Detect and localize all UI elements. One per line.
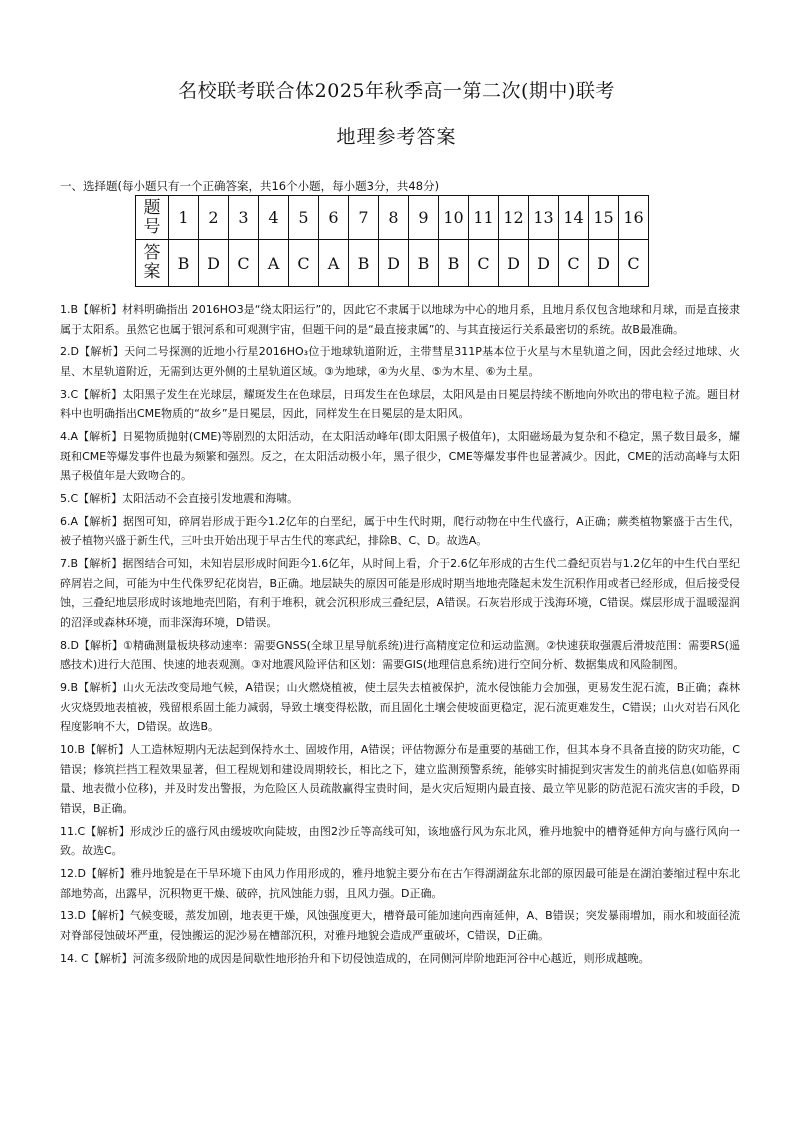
- question-number: 9: [409, 196, 439, 240]
- question-number-row: [136, 196, 649, 240]
- explanation-item: 7.B【解析】据图结合可知，未知岩层形成时间距今1.6亿年，从时间上看，介于2.6亿年形成的古生代二叠纪页岩与1.2亿年的中生代白垩纪碎屑岩之间，可能为中生代侏罗纪花岗岩，B正确。地层缺失的原因可能是形成时期当地地壳隆起未发生沉积作用或者已经形成，但后接受侵蚀，三叠纪地层形成时该地地壳凹陷，有利于堆积，就会沉积形成三叠纪层，A错误。石灰岩形成于浅海环境，C错误。煤层形成于温暖湿润的沼泽或森林环境，而非深海环境，D错误。: [60, 557, 740, 630]
- explanation-item: 13.D【解析】气候变暖，蒸发加剧，地表更干燥，风蚀强度更大，槽脊最可能加速向西南延伸，A、B错误；突发暴雨增加，雨水和坡面径流对脊部侵蚀破坏严重，侵蚀搬运的泥沙易在槽部沉积，对雅丹地貌会造成严重破坏，C错误，D正确。: [60, 909, 740, 943]
- answer-letter: C: [559, 240, 589, 287]
- answer-letter: C: [289, 240, 319, 287]
- question-number: 1: [169, 196, 199, 240]
- answer-letter: B: [439, 240, 469, 287]
- explanation-item: 6.A【解析】据图可知，碎屑岩形成于距今1.2亿年的白垩纪，属于中生代时期，爬行动物在中生代盛行，A正确；蕨类植物繁盛于古生代，被子植物兴盛于新生代，三叶虫开始出现于早古生代的寒武纪，排除B、C、D。故选A。: [60, 514, 740, 548]
- question-number: 16: [619, 196, 649, 240]
- explanation-item: 9.B【解析】山火无法改变局地气候，A错误；山火燃烧植被，使土层失去植被保护，流水侵蚀能力会加强，更易发生泥石流，B正确；森林火灾烧毁地表植被，残留根系固土能力减弱，导致土壤变得松散，而且固化土壤会使坡面更稳定，泥石流更难发生，C错误；山火对岩石风化程度影响不大，D错误。故选B。: [60, 681, 740, 734]
- question-number: 10: [439, 196, 469, 240]
- row-label-question: 题号: [136, 196, 169, 240]
- explanation-item: 14. C【解析】河流多级阶地的成因是间歇性地形抬升和下切侵蚀造成的，在同侧河岸阶地距河谷中心越近，则形成越晚。: [60, 951, 650, 965]
- answer-row: [136, 240, 649, 287]
- question-number: 5: [289, 196, 319, 240]
- answer-letter: D: [529, 240, 559, 287]
- answer-letter: B: [169, 240, 199, 287]
- question-number: 13: [529, 196, 559, 240]
- explanation-item: 8.D【解析】①精确测量板块移动速率：需要GNSS(全球卫星导航系统)进行高精度定位和运动监测。②快速获取强震后滑坡范围：需要RS(遥感技术)进行大范围、快速的地表观测。③对地震风险评估和区划：需要GIS(地理信息系统)进行空间分析、数据集成和风险制图。: [60, 638, 740, 672]
- explanation-item: 11.C【解析】形成沙丘的盛行风由缓坡吹向陡坡，由图2沙丘等高线可知，该地盛行风为东北风，雅丹地貌中的槽脊延伸方向与盛行风向一致。故选C。: [60, 824, 740, 858]
- explanation-item: 2.D【解析】天问二号探测的近地小行星2016HO₃位于地球轨道附近，主带彗星311P基本位于火星与木星轨道之间，因此会经过地球、火星、木星轨道附近，无需到达更外侧的土星轨道区域。③为地球，④为火星、⑤为木星、⑥为土星。: [60, 345, 740, 378]
- explanation-item: 10.B【解析】人工造林短期内无法起到保持水土、固坡作用，A错误；评估物源分布是重要的基础工作，但其本身不具备直接的防灾功能，C错误；修筑拦挡工程效果显著，但工程规划和建设周期较长，相比之下，建立监测预警系统，能够实时捕捉到灾害发生的前兆信息(如临界雨量、地表微小位移)，并及时发出警报，为危险区人员疏散赢得宝贵时间，是火灾后短期内最直接、最立竿见影的防范泥石流灾害的手段，D错误，B正确。: [60, 743, 740, 815]
- question-number: 8: [379, 196, 409, 240]
- explanation-item: 4.A【解析】日冕物质抛射(CME)等剧烈的太阳活动，在太阳活动峰年(即太阳黑子极值年)，太阳磁场最为复杂和不稳定，黑子数目最多，耀斑和CME等爆发事件也最为频繁和强烈。反之，在太阳活动极小年，黑子很少，CME等爆发事件也显著减少。因此，CME的活动高峰与太阳黑子极值年是大致吻合的。: [60, 430, 740, 483]
- answer-letter: C: [469, 240, 499, 287]
- explanations-list: [60, 300, 740, 972]
- answer-letter: B: [349, 240, 379, 287]
- explanation-item: 5.C【解析】太阳活动不会直接引发地震和海啸。: [60, 492, 299, 506]
- answer-table: [135, 195, 649, 287]
- question-number: 2: [199, 196, 229, 240]
- question-number: 15: [589, 196, 619, 240]
- row-label-answer: 答案: [136, 240, 169, 287]
- question-number: 4: [259, 196, 289, 240]
- answer-letter: A: [319, 240, 349, 287]
- explanation-item: 3.C【解析】太阳黑子发生在光球层，耀斑发生在色球层，日珥发生在色球层，太阳风是由日冕层持续不断地向外吹出的带电粒子流。题目材料中也明确指出CME物质的“故乡”是日冕层，因此，同样发生在日冕层的是太阳风。: [60, 387, 740, 421]
- question-number: 7: [349, 196, 379, 240]
- answer-letter: B: [409, 240, 439, 287]
- answer-letter: C: [229, 240, 259, 287]
- explanation-item: 1.B【解析】材料明确指出 2016HO3是“绕太阳运行”的，因此它不隶属于以地球为中心的地月系，且地月系仅包含地球和月球，而是直接隶属于太阳系。虽然它也属于银河系和可观测宇宙，但题干问的是“最直接隶属”的、与其直接运行关系最密切的系统。故B最准确。: [60, 303, 740, 336]
- page-subtitle: 地理参考答案: [336, 126, 457, 148]
- question-number: 14: [559, 196, 589, 240]
- explanation-item: 12.D【解析】雅丹地貌是在干旱环境下由风力作用形成的，雅丹地貌主要分布在古乍得湖湖盆东北部的原因最可能是在湖泊萎缩过程中东北部地势高，出露早，沉积物更干燥、破碎，抗风蚀能力弱，且风力强。D正确。: [60, 867, 740, 900]
- question-number: 12: [499, 196, 529, 240]
- answer-letter: D: [199, 240, 229, 287]
- section-heading: 一、选择题(每小题只有一个正确答案，共16个小题，每小题3分，共48分): [60, 179, 440, 193]
- page-title: 名校联考联合体2025年秋季高一第二次(期中)联考: [178, 80, 615, 102]
- answer-letter: D: [499, 240, 529, 287]
- answer-letter: D: [379, 240, 409, 287]
- answer-letter: D: [589, 240, 619, 287]
- answer-letter: A: [259, 240, 289, 287]
- answer-letter: C: [619, 240, 649, 287]
- question-number: 6: [319, 196, 349, 240]
- question-number: 11: [469, 196, 499, 240]
- question-number: 3: [229, 196, 259, 240]
